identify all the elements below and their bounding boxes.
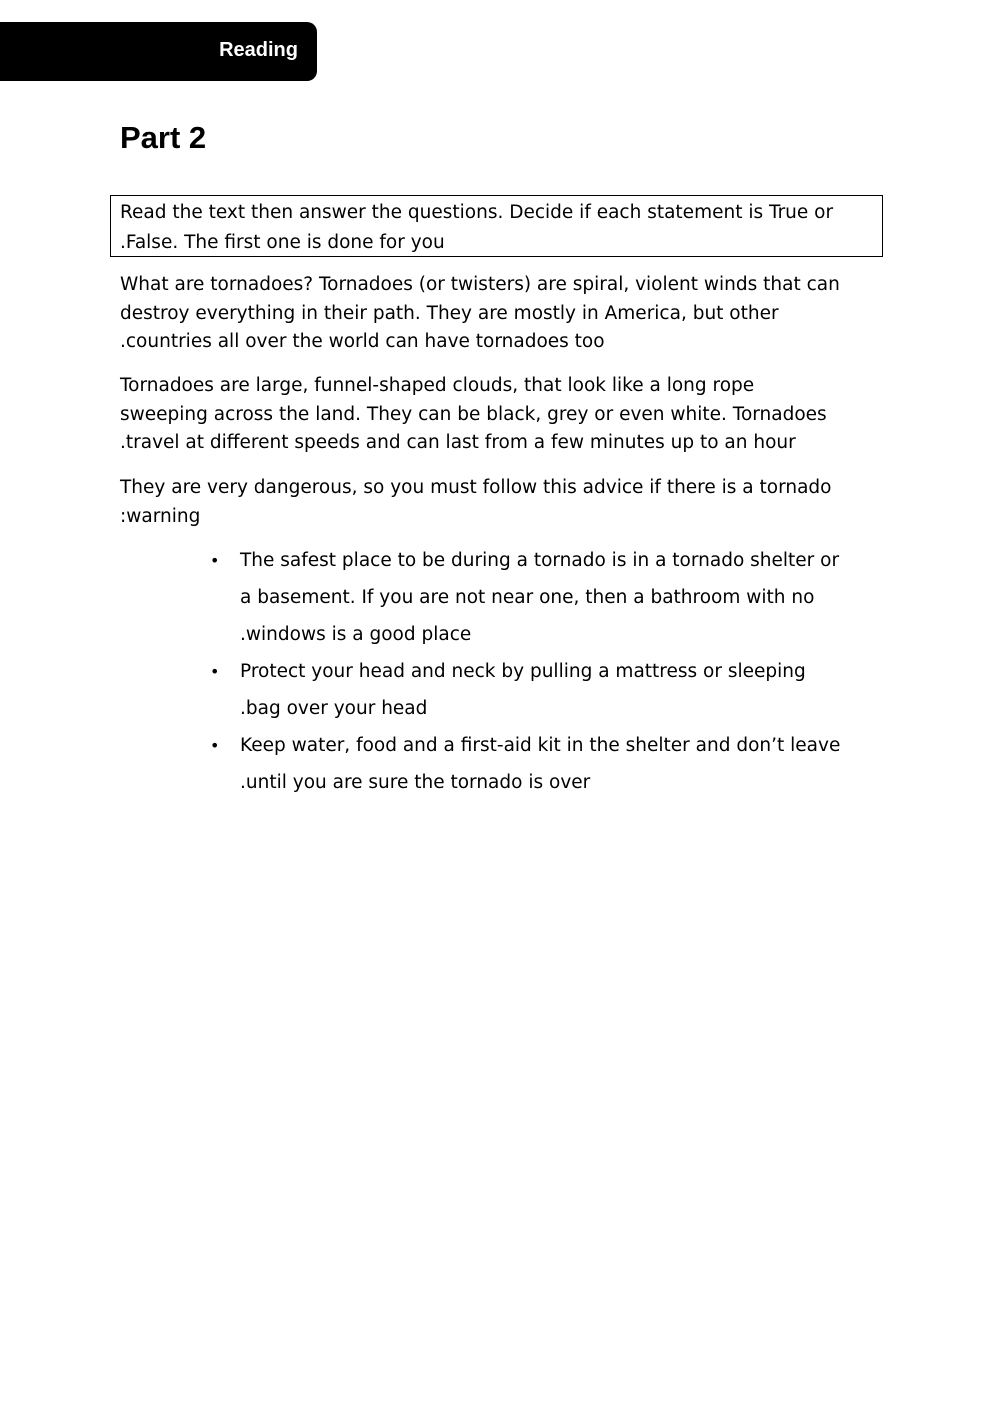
paragraph-tornado-description xyxy=(120,372,880,458)
paragraph-line: .countries all over the world can have tornadoes too xyxy=(120,331,605,352)
paragraph-what-are-tornadoes xyxy=(120,271,880,357)
advice-item xyxy=(208,542,880,653)
paragraph-line: What are tornadoes? Tornadoes (or twisters) are spiral, violent winds that can xyxy=(120,274,840,295)
instructions-box xyxy=(110,195,883,257)
paragraph-line: They are very dangerous, so you must follow this advice if there is a tornado xyxy=(120,477,832,498)
advice-line: Protect your head and neck by pulling a mattress or sleeping xyxy=(240,661,806,682)
advice-line: Keep water, food and a first-aid kit in the shelter and don’t leave xyxy=(240,735,841,756)
advice-item xyxy=(208,727,880,801)
advice-line: a basement. If you are not near one, then a bathroom with no xyxy=(240,587,815,608)
bullet-icon: • xyxy=(210,662,220,681)
paragraph-danger-advice xyxy=(120,474,880,531)
advice-line: The safest place to be during a tornado is in a tornado shelter or xyxy=(240,550,840,571)
instructions-line: Read the text then answer the questions. Decide if each statement is True or xyxy=(120,202,834,223)
paragraph-line: .travel at different speeds and can last from a few minutes up to an hour xyxy=(120,432,796,453)
paragraph-line: sweeping across the land. They can be black, grey or even white. Tornadoes xyxy=(120,403,827,425)
section-tab-label: Reading xyxy=(219,39,298,61)
advice-line: .until you are sure the tornado is over xyxy=(240,772,591,793)
advice-list xyxy=(208,542,880,801)
paragraph-line: Tornadoes are large, funnel-shaped clouds, that look like a long rope xyxy=(120,375,755,396)
advice-item xyxy=(208,653,880,727)
advice-line: .bag over your head xyxy=(240,698,428,719)
section-tab xyxy=(0,22,317,81)
paragraph-line: destroy everything in their path. They are mostly in America, but other xyxy=(120,302,779,324)
bullet-icon: • xyxy=(210,551,220,570)
instructions-line: .False. The first one is done for you xyxy=(120,232,445,253)
bullet-icon: • xyxy=(210,736,220,755)
paragraph-line: :warning xyxy=(120,505,201,527)
advice-line: .windows is a good place xyxy=(240,624,472,645)
part-title: Part 2 xyxy=(120,120,207,155)
